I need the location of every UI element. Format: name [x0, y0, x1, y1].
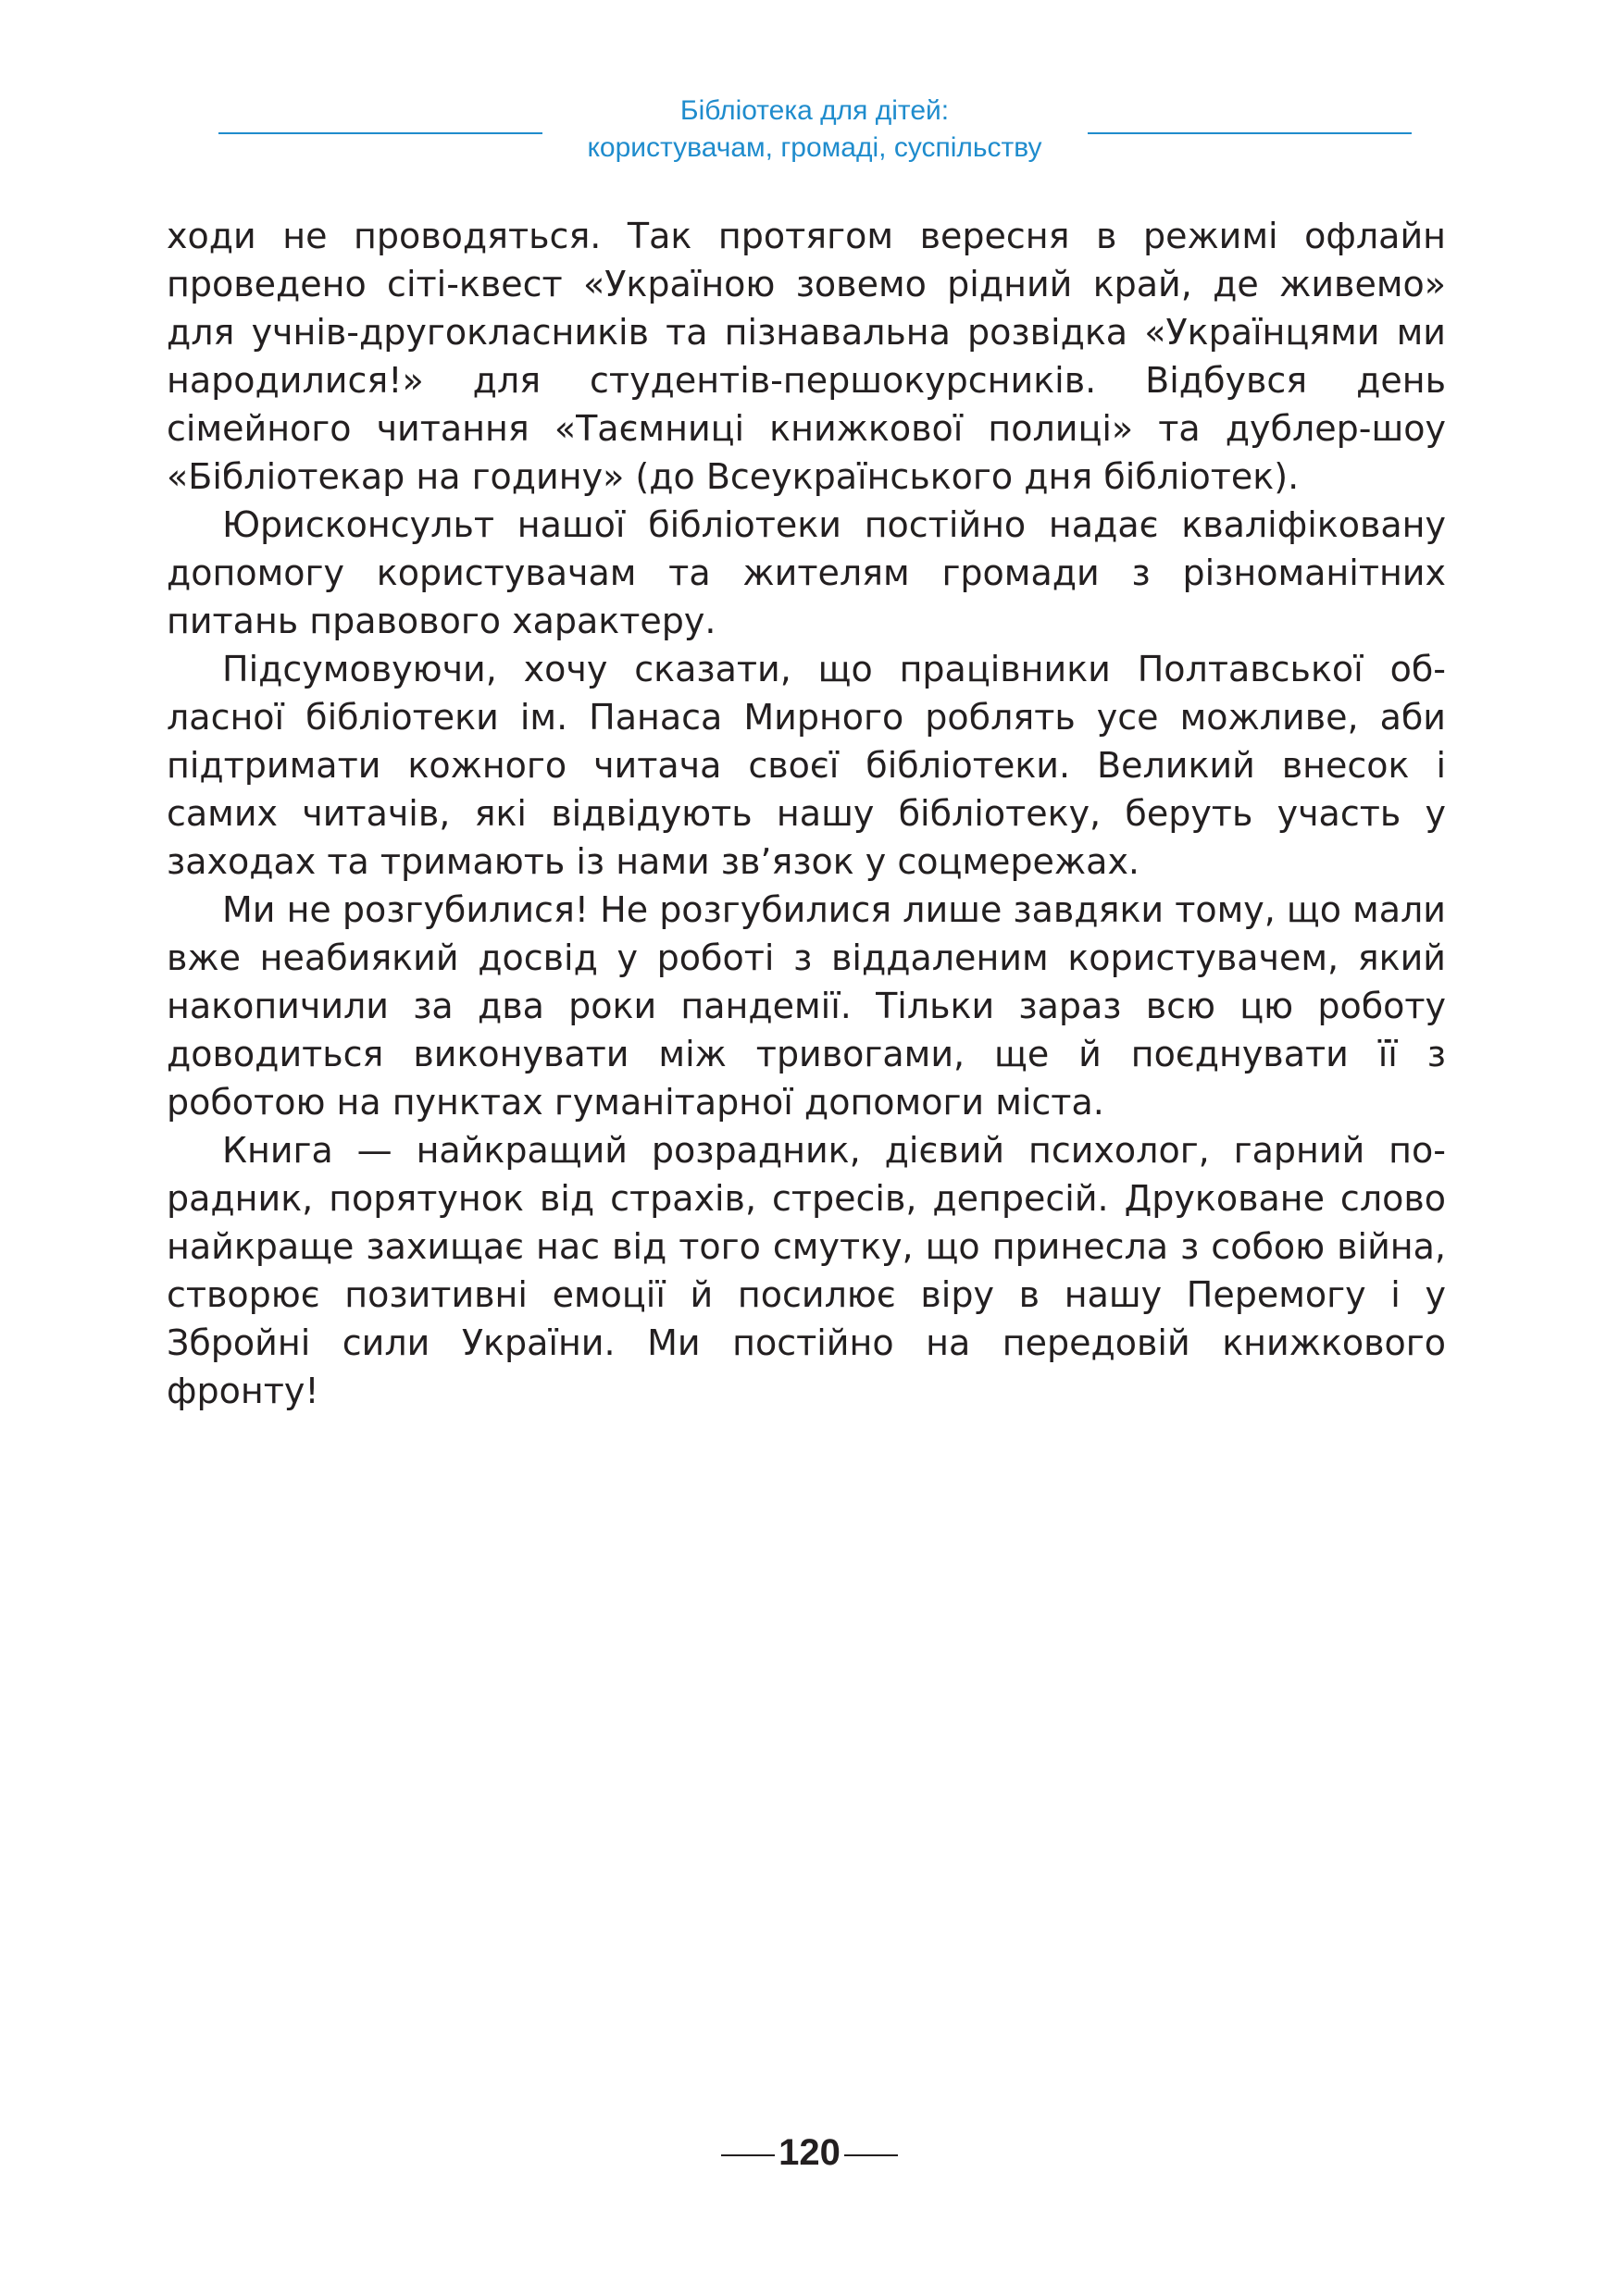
body-text [167, 212, 1446, 1415]
page-number-rule-right [844, 2154, 898, 2156]
paragraph-not-lost: Ми не розгубилися! Не розгубилися лише завдяки тому, що мали вже неабиякий досвід у роботі з віддаленим користувачем, який накопичили за два роки пандемії. Тільки зараз всю цю роботу доводиться виконувати між тривогами, ще й поєднувати її з роботою на пунктах гуманітарної допомоги міста. [167, 889, 1446, 1123]
page-number-footer [0, 2129, 1619, 2176]
header-rule-right [1088, 132, 1412, 134]
paragraph-book-front: Книга — найкращий розрадник, дієвий психолог, гарний порадник, порятунок від страхів, стресів, депресій. Друковане слово найкраще захищає нас від того смутку, що принесла з собою війна, створює позитивні емоції й посилює віру в нашу Перемогу і у Збройні сили України. Ми постійно на передовій книжкового фронту! [167, 1130, 1446, 1411]
page-number: 120 [778, 2131, 841, 2173]
paragraph-legal-consultant: Юрисконсульт нашої бібліотеки постійно надає кваліфіковану допомогу користувачам та жителям громади з різноманітних питань правового характеру. [167, 504, 1446, 641]
header-rule-left [218, 132, 542, 134]
running-header-title [518, 93, 1111, 167]
paragraph-summary: Підсумовуючи, хочу сказати, що працівники Полтавської обласної бібліотеки ім. Панаса Мирного роблять усе можливе, аби підтримати кожного читача своєї бібліотеки. Великий внесок і самих читачів, які відвідують нашу бібліотеку, беруть участь у заходах та тримають із нами зв’язок у соцмережах. [167, 649, 1446, 882]
header-title-line-2: користувачам, громаді, суспільству [587, 132, 1042, 163]
running-header [0, 85, 1619, 168]
page-number-rule-left [721, 2154, 775, 2156]
paragraph-continuation: ходи не проводяться. Так протягом вересня в режимі офлайн проведено сіті-квест «Україною зовемо рідний край, де живемо» для учнів-другокласників та пізнавальна розвідка «Українцями ми народилися!» для студентів-першокурсників. Відбувся день сімейного читання «Таємниці книжкової полиці» та дублер-шоу «Бібліотекар на годину» (до Всеукраїнського дня бібліотек). [167, 216, 1446, 497]
header-title-line-1: Бібліотека для дітей: [679, 95, 950, 126]
